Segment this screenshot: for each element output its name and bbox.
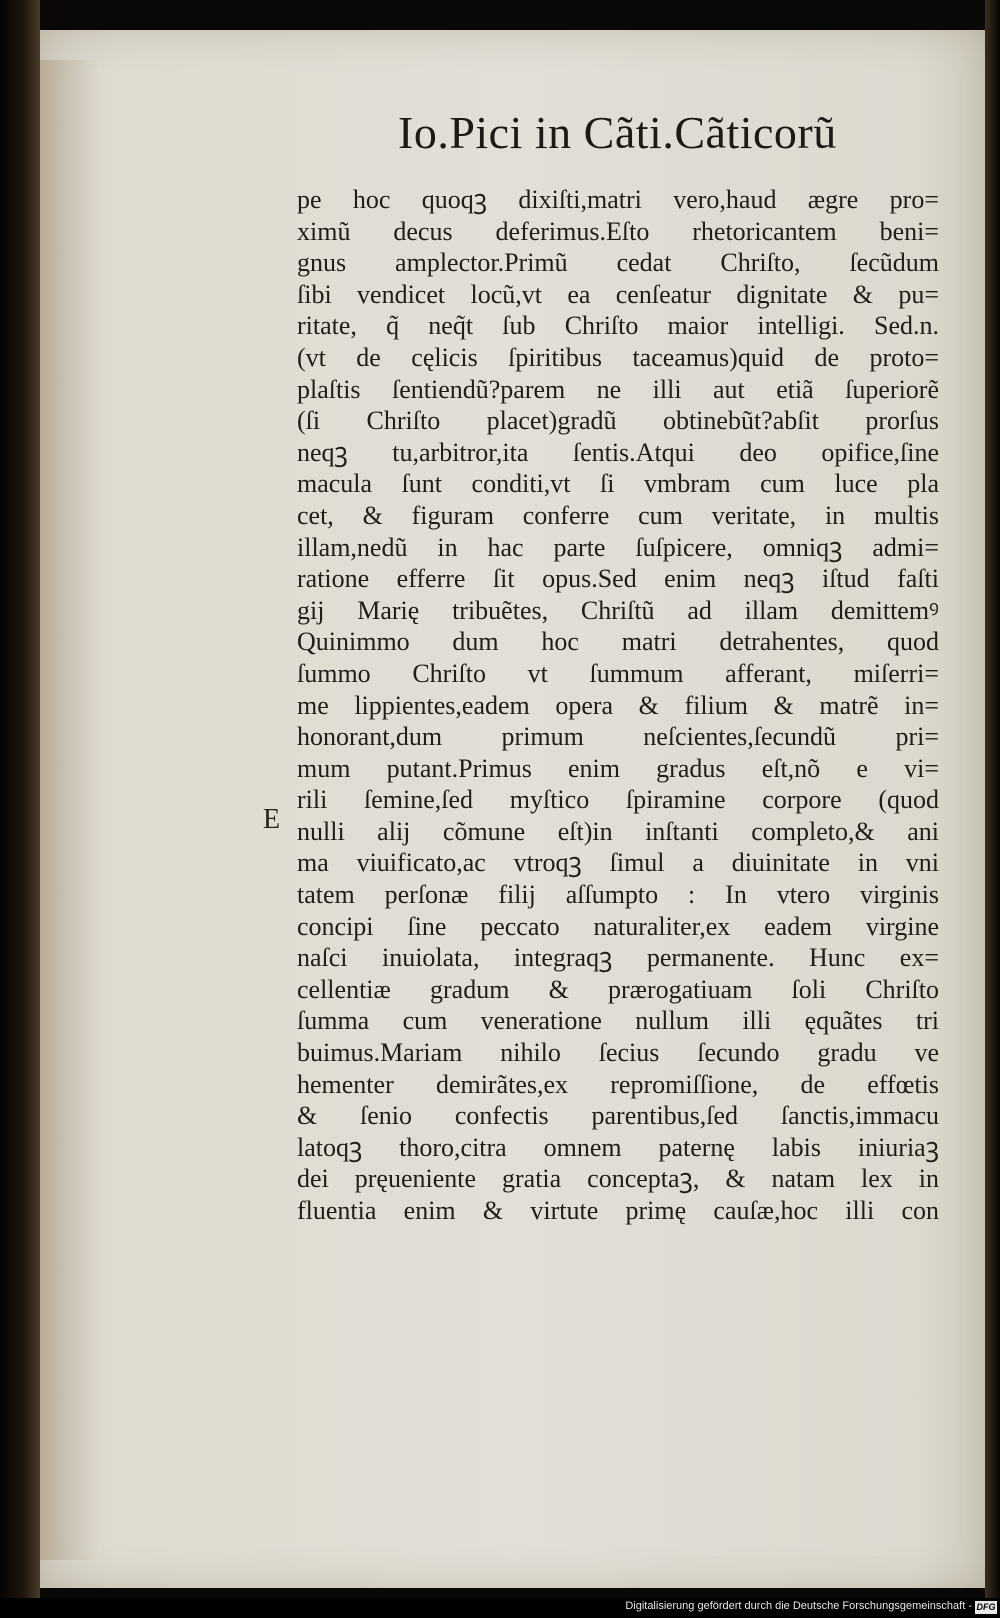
page-body-text	[297, 184, 939, 1227]
text-line: gij Marię tribuẽtes, Chriſtũ ad illam demittemꝰ	[297, 595, 939, 625]
text-line: gnus amplector.Primũ cedat Chriſto, ſecũdum	[297, 248, 939, 278]
text-line: concipi ſine peccato naturaliter,ex eadem virgine	[297, 911, 939, 941]
text-line: dei pręueniente gratia conceptaꝫ, & natam lex in	[297, 1164, 939, 1194]
text-line: illam,nedũ in hac parte ſuſpicere, omniqꝫ admi=	[297, 532, 939, 562]
text-line: & ſenio confectis parentibus,ſed ſanctis,immacu	[297, 1101, 939, 1131]
margin-signature-letter: E	[263, 804, 281, 835]
text-line: ritate, q̃ neq̃t ſub Chriſto maior intelligi. Sed.n.	[297, 311, 939, 341]
text-line: hementer demirãtes,ex repromiſſione, de effœtis	[297, 1069, 939, 1099]
text-line: plaſtis ſentiendũ?parem ne illi aut etiã ſuperiorẽ	[297, 374, 939, 404]
text-line: me lippientes,eadem opera & filium & matrẽ in=	[297, 690, 939, 720]
footer-credit: Digitalisierung gefördert durch die Deutsche Forschungsgemeinschaft -	[625, 1600, 972, 1612]
text-line: Quinimmo dum hoc matri detrahentes, quod	[297, 627, 939, 657]
text-line: pe hoc quoqꝫ dixiſti,matri vero,haud ægre pro=	[297, 185, 939, 214]
text-line: macula ſunt conditi,vt ſi vmbram cum luce pla	[297, 469, 939, 499]
text-line: nulli alij cõmune eſt)in inſtanti completo,& ani	[297, 816, 939, 846]
text-line: ma viuificato,ac vtroqꝫ ſimul a diuinitate in vni	[297, 848, 939, 878]
text-line: fluentia enim & virtute primę cauſæ,hoc illi con	[297, 1196, 939, 1225]
dfg-logo-icon: DFG	[976, 1602, 996, 1612]
text-line: honorant,dum primum neſcientes,ſecundũ pri=	[297, 722, 939, 752]
text-line: (vt de cęlicis ſpiritibus taceamus)quid de proto=	[297, 342, 939, 372]
text-line: (ſi Chriſto placet)gradũ obtinebũt?abſit prorſus	[297, 406, 939, 436]
text-line: ſumma cum veneratione nullum illi ęquãtes tri	[297, 1006, 939, 1036]
book-edge-left	[0, 0, 40, 1618]
digitization-footer	[0, 1598, 1000, 1618]
text-line: latoqꝫ thoro,citra omnem paternę labis iniuriaꝫ	[297, 1132, 939, 1162]
book-edge-right	[985, 0, 1000, 1618]
text-line: naſci inuiolata, integraqꝫ permanente. Hunc ex=	[297, 943, 939, 973]
text-line: buimus.Mariam nihilo ſecius ſecundo gradu ve	[297, 1038, 939, 1068]
text-line: mum putant.Primus enim gradus eſt,nõ e vi=	[297, 753, 939, 783]
page-running-head: Io.Pici in Cãti.Cãticorũ	[398, 107, 837, 158]
text-line: ſummo Chriſto vt ſummum afferant, miſerri=	[297, 658, 939, 688]
text-line: neqꝫ tu,arbitror,ita ſentis.Atqui deo opifice,ſine	[297, 437, 939, 467]
text-line: ſibi vendicet locũ,vt ea cenſeatur dignitate & pu=	[297, 279, 939, 309]
text-line: cet, & figuram conferre cum veritate, in multis	[297, 500, 939, 530]
text-line: ratione efferre ſit opus.Sed enim neqꝫ iſtud faſti	[297, 564, 939, 594]
text-line: tatem perſonæ filij aſſumpto : In vtero virginis	[297, 880, 939, 910]
text-line: cellentiæ gradum & prærogatiuam ſoli Chriſto	[297, 974, 939, 1004]
text-line: rili ſemine,ſed myſtico ſpiramine corpore (quod	[297, 785, 939, 815]
text-line: ximũ decus deferimus.Eſto rhetoricantem beni=	[297, 216, 939, 246]
